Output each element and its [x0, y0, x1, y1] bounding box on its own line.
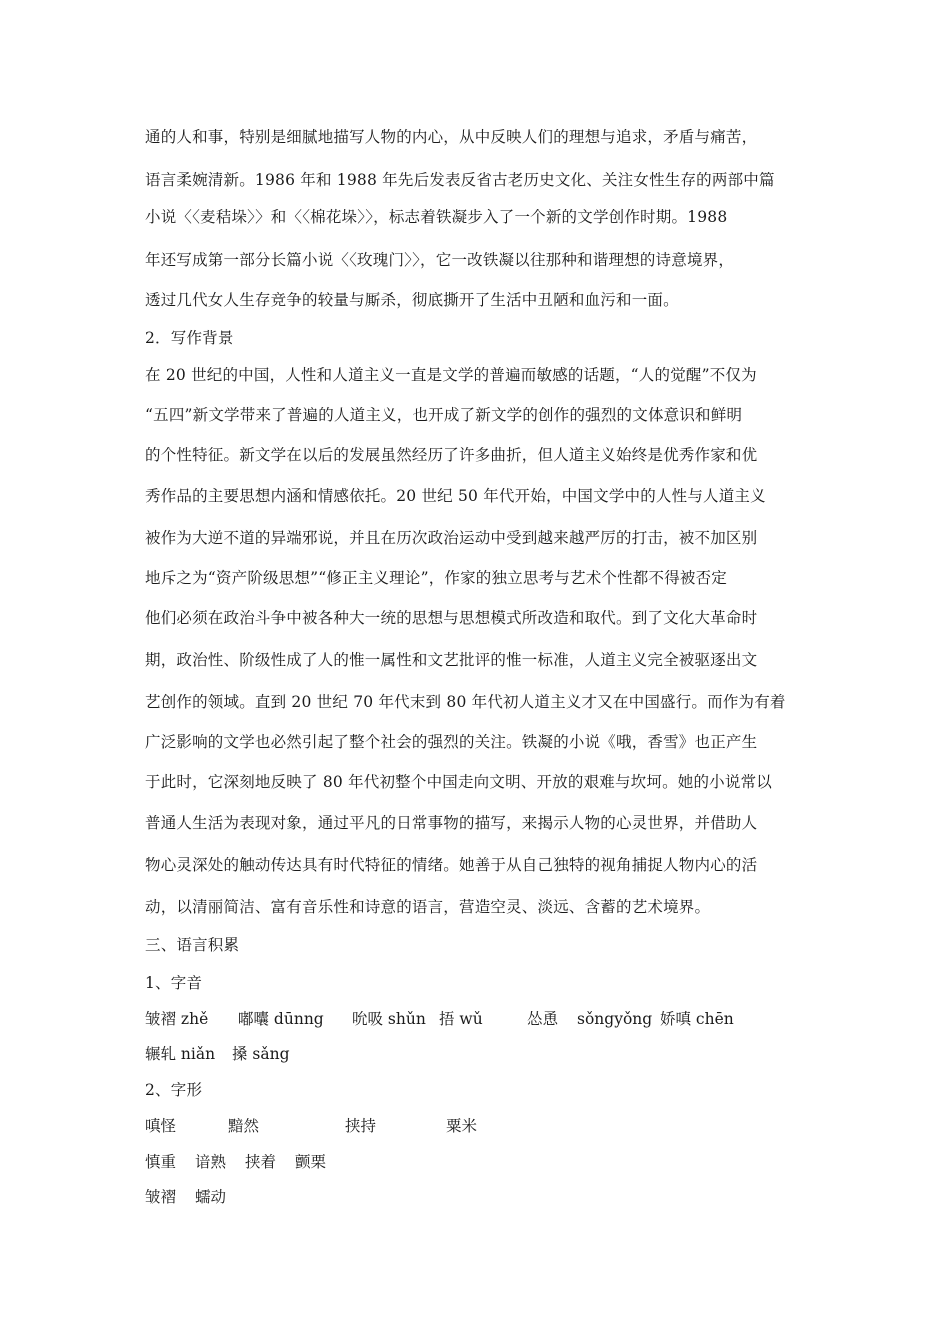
paragraph-line: 语言柔婉清新。1986 年和 1988 年先后发表反省古老历史文化、关注女性生存的两部中篇 [145, 171, 775, 189]
paragraph-line: 于此时，它深刻地反映了 80 年代初整个中国走向文明、开放的艰难与坎坷。她的小说常以 [145, 773, 772, 791]
subheading-pronunciation: 1、字音 [145, 974, 203, 992]
pronunciation-item: 捂 wǔ [439, 1010, 483, 1028]
paragraph-line: 透过几代女人生存竞争的较量与厮杀，彻底撕开了生活中丑陋和血污和一面。 [145, 291, 679, 309]
section-heading-language: 三、语言积累 [145, 936, 240, 954]
glyph-item: 皱褶 [145, 1188, 177, 1206]
paragraph-line: 的个性特征。新文学在以后的发展虽然经历了许多曲折，但人道主义始终是优秀作家和优 [145, 446, 758, 464]
paragraph-line: 艺创作的领域。直到 20 世纪 70 年代末到 80 年代初人道主义才又在中国盛行。而作为有着 [145, 693, 786, 711]
glyph-item: 慎重 [145, 1153, 177, 1171]
paragraph-line: 物心灵深处的触动传达具有时代特征的情绪。她善于从自己独特的视角捕捉人物内心的活 [145, 856, 758, 874]
glyph-item: 蠕动 [195, 1188, 227, 1206]
glyph-item: 嗔怪 [145, 1117, 177, 1135]
pronunciation-item: 怂恿 [527, 1010, 559, 1028]
section-heading-background: 2．写作背景 [145, 329, 234, 347]
glyph-item: 挟着 [245, 1153, 277, 1171]
paragraph-line: 广泛影响的文学也必然引起了整个社会的强烈的关注。铁凝的小说《哦，香雪》也正产生 [145, 733, 758, 751]
paragraph-line: 秀作品的主要思想内涵和情感依托。20 世纪 50 年代开始，中国文学中的人性与人道主义 [145, 487, 766, 505]
pronunciation-item: 搡 sǎng [232, 1045, 290, 1063]
glyph-item: 颤栗 [295, 1153, 327, 1171]
paragraph-line: 他们必须在政治斗争中被各种大一统的思想与思想模式所改造和取代。到了文化大革命时 [145, 609, 758, 627]
paragraph-line: 普通人生活为表现对象，通过平凡的日常事物的描写，来揭示人物的心灵世界，并借助人 [145, 814, 758, 832]
pronunciation-item: 皱褶 zhě [145, 1010, 209, 1028]
pronunciation-item: 吮吸 shǔn [352, 1010, 426, 1028]
paragraph-line: 在 20 世纪的中国，人性和人道主义一直是文学的普遍而敏感的话题，“人的觉醒”不仅为 [145, 366, 757, 384]
subheading-glyph: 2、字形 [145, 1081, 203, 1099]
paragraph-line: 小说〈〈麦秸垛〉〉和〈〈棉花垛〉〉，标志着铁凝步入了一个新的文学创作时期。1988 [145, 208, 728, 226]
glyph-item: 粟米 [446, 1117, 478, 1135]
paragraph-line: 期，政治性、阶级性成了人的惟一属性和文艺批评的惟一标准，人道主义完全被驱逐出文 [145, 651, 758, 669]
paragraph-line: 年还写成第一部分长篇小说〈〈玫瑰门〉〉，它一改铁凝以往那种和谐理想的诗意境界， [145, 251, 735, 269]
pronunciation-item: 嘟囔 dūnng [238, 1010, 324, 1028]
glyph-item: 挟持 [345, 1117, 377, 1135]
paragraph-line: “五四”新文学带来了普遍的人道主义，也开成了新文学的创作的强烈的文体意识和鲜明 [145, 406, 743, 424]
paragraph-line: 地斥之为“资产阶级思想”“修正主义理论”，作家的独立思考与艺术个性都不得被否定 [145, 569, 727, 587]
paragraph-line: 被作为大逆不道的异端邪说，并且在历次政治运动中受到越来越严厉的打击，被不加区别 [145, 529, 758, 547]
paragraph-line: 动，以清丽简洁、富有音乐性和诗意的语言，营造空灵、淡远、含蓄的艺术境界。 [145, 898, 711, 916]
glyph-item: 谙熟 [195, 1153, 227, 1171]
paragraph-line: 通的人和事，特别是细腻地描写人物的内心，从中反映人们的理想与追求，矛盾与痛苦， [145, 128, 758, 146]
pronunciation-item: 辗轧 niǎn [145, 1045, 216, 1063]
glyph-item: 黯然 [228, 1117, 260, 1135]
pronunciation-item: sǒngyǒng [577, 1010, 653, 1028]
pronunciation-item: 娇嗔 chēn [660, 1010, 734, 1028]
